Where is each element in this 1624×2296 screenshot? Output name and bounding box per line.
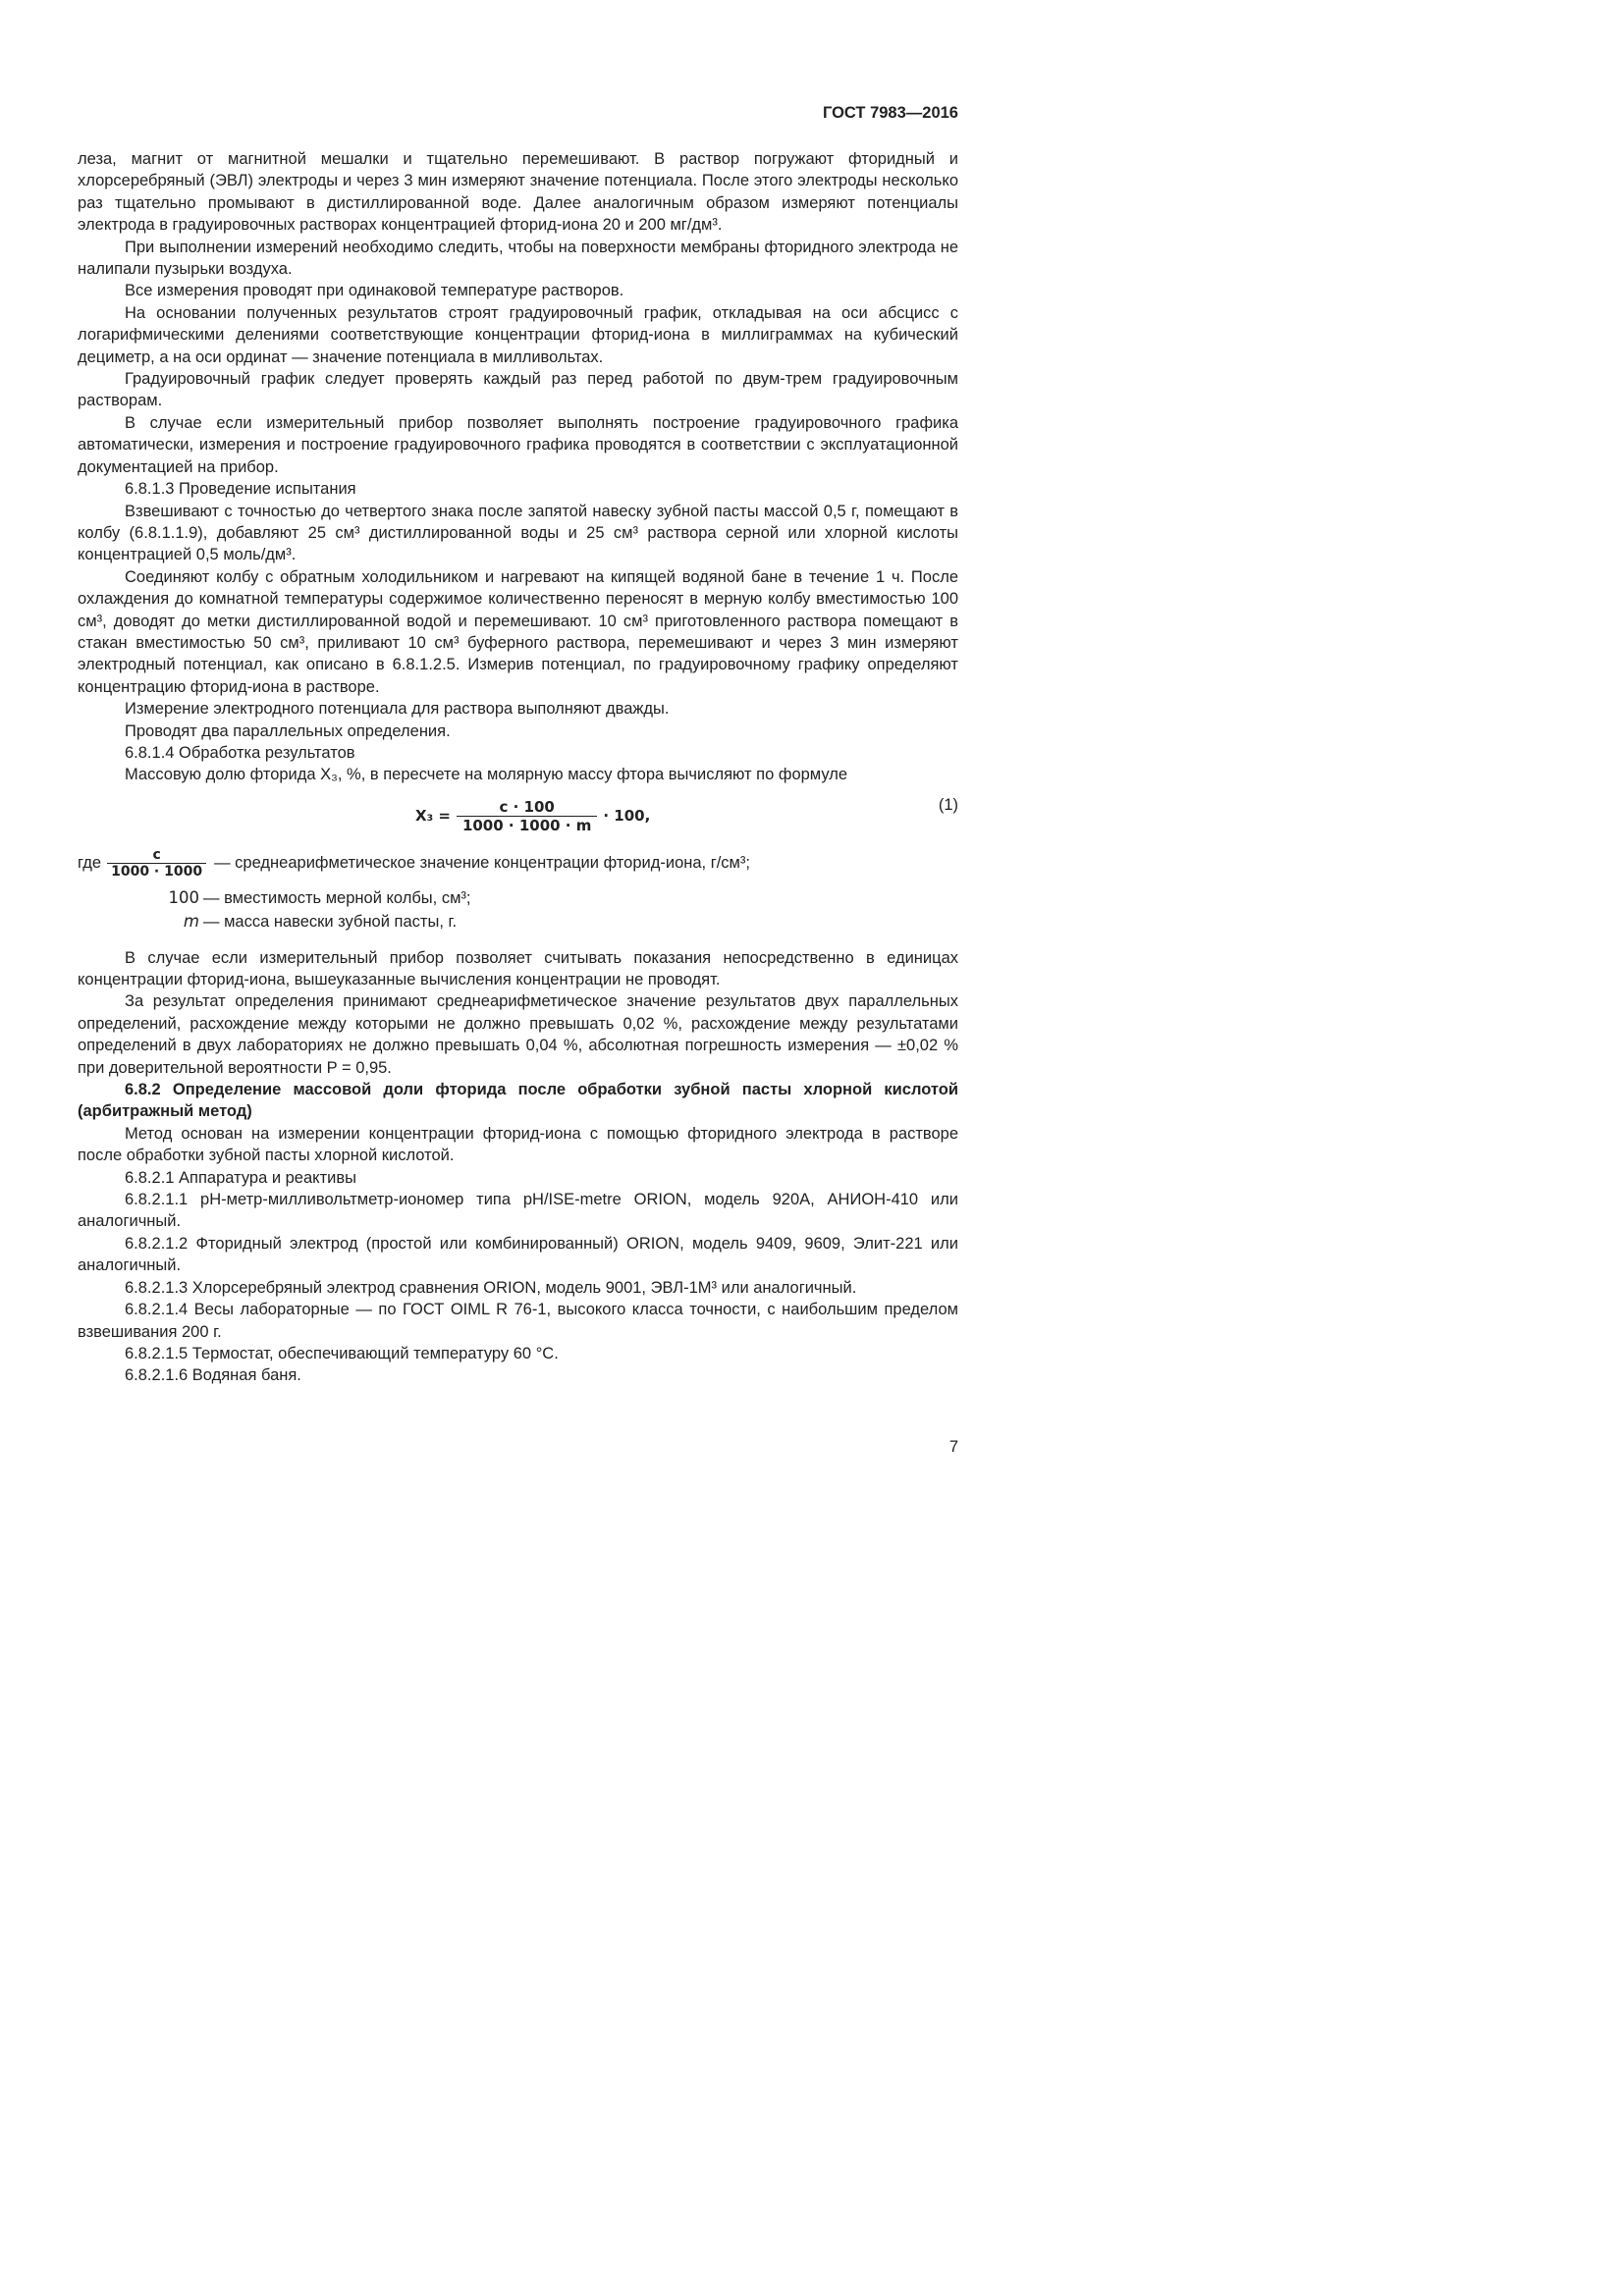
- paragraph: леза, магнит от магнитной мешалки и тщательно перемешивают. В раствор погружают фторидный и хлорсеребряный (ЭВЛ) электроды и через 3 мин измеряют значение потенциала. После этого электроды несколько раз тщательно промывают в дистиллированной воде. Далее аналогичным образом измеряют потенциалы электрода в градуировочных растворах концентрацией фторид-иона 20 и 200 мг/дм³.: [78, 150, 958, 235]
- section-heading-6-8-1-4: 6.8.1.4 Обработка результатов: [125, 743, 355, 762]
- list-item: 6.8.2.1.4 Весы лабораторные — по ГОСТ OIML R 76-1, высокого класса точности, с наибольшим пределом взвешивания 200 г.: [78, 1301, 958, 1341]
- page-body: [78, 148, 958, 1387]
- formula-block: [78, 794, 958, 841]
- paragraph: Массовую долю фторида X₃, %, в пересчете на молярную массу фтора вычисляют по формуле: [125, 766, 848, 784]
- paragraph: Все измерения проводят при одинаковой температуре растворов.: [125, 282, 624, 300]
- paragraph: Соединяют колбу с обратным холодильником и нагревают на кипящей водяной бане в течение 1 ч. После охлаждения до комнатной температуры содержимое количественно переносят в мерную колбу вместимостью 100 см³, доводят до метки дистиллированной водой и перемешивают. 10 см³ приготовленного раствора помещают в стакан вместимостью 50 см³, приливают 10 см³ буферного раствора, перемешивают и через 3 мин измеряют электродный потенциал, как описано в 6.8.1.2.5. Измерив потенциал, по градуировочному графику определяют концентрацию фторид-иона в растворе.: [78, 567, 958, 696]
- formula-lhs: X₃ =: [415, 807, 451, 826]
- where-description: — масса навески зубной пасты, г.: [203, 913, 458, 932]
- list-item: 6.8.2.1.1 pH-метр-милливольтметр-иономер типа pH/ISE-metre ORION, модель 920А, АНИОН-410 или аналогичный.: [78, 1191, 958, 1231]
- equation-number: (1): [938, 795, 958, 814]
- paragraph: Градуировочный график следует проверять каждый раз перед работой по двум-трем градуировочным растворам.: [78, 370, 958, 410]
- paragraph: Метод основан на измерении концентрации фторид-иона с помощью фторидного электрода в растворе после обработки зубной пасты хлорной кислотой.: [78, 1124, 958, 1165]
- list-item: 6.8.2.1.3 Хлорсеребряный электрод сравнения ORION, модель 9001, ЭВЛ-1М³ или аналогичный.: [125, 1278, 857, 1297]
- paragraph: При выполнении измерений необходимо следить, чтобы на поверхности мембраны фторидного электрода не налипали пузырьки воздуха.: [78, 238, 958, 279]
- paragraph: Взвешивают с точностью до четвертого знака после запятой навеску зубной пасты массой 0,5 г, помещают в колбу (6.8.1.1.9), добавляют 25 см³ дистиллированной воды и 25 см³ раствора серной или хлорной кислоты концентрацией 0,5 моль/дм³.: [78, 502, 958, 564]
- where-row: [78, 887, 958, 909]
- where-clause: [78, 847, 958, 934]
- where-word: где: [78, 854, 102, 873]
- formula-denominator: 1000 · 1000 · m: [457, 816, 597, 834]
- formula-numerator: c · 100: [499, 797, 555, 816]
- list-item: 6.8.2.1.2 Фторидный электрод (простой или комбинированный) ORION, модель 9409, 9609, Элит-221 или аналогичный.: [78, 1234, 958, 1275]
- where-description: — среднеарифметическое значение концентрации фторид-иона, г/см³;: [214, 854, 750, 873]
- page-number: 7: [948, 1438, 958, 1456]
- section-heading-6-8-2-1: 6.8.2.1 Аппаратура и реактивы: [125, 1168, 356, 1187]
- where-fraction-denominator: 1000 · 1000: [107, 863, 206, 880]
- formula: [415, 798, 650, 834]
- paragraph: За результат определения принимают среднеарифметическое значение результатов двух параллельных определений, расхождение между которыми не должно превышать 0,02 %, расхождение между результатами определений в двух лабораториях не должно превышать 0,04 %, абсолютная погрешность измерения — ±0,02 % при доверительной вероятности P = 0,95.: [78, 992, 958, 1077]
- where-fraction: [107, 847, 206, 880]
- where-row: [78, 911, 958, 933]
- where-description: — вместимость мерной колбы, см³;: [203, 888, 471, 907]
- list-item: 6.8.2.1.5 Термостат, обеспечивающий температуру 60 °С.: [125, 1344, 559, 1362]
- where-fraction-numerator: c: [152, 846, 161, 863]
- list-item: 6.8.2.1.6 Водяная баня.: [125, 1366, 301, 1385]
- paragraph: Измерение электродного потенциала для раствора выполняют дважды.: [125, 700, 670, 719]
- where-symbol: 100: [168, 887, 199, 907]
- paragraph: Проводят два параллельных определения.: [125, 721, 451, 740]
- formula-tail: · 100,: [603, 807, 651, 826]
- document-code: ГОСТ 7983—2016: [822, 104, 958, 122]
- paragraph: В случае если измерительный прибор позволяет считывать показания непосредственно в единицах концентрации фторид-иона, вышеуказанные вычисления концентрации не проводят.: [78, 948, 958, 988]
- section-heading-6-8-2: 6.8.2 Определение массовой доли фторида после обработки зубной пасты хлорной кислотой (арбитражный метод): [78, 1081, 958, 1121]
- where-symbol: m: [183, 912, 199, 932]
- where-row: [78, 847, 958, 880]
- section-heading-6-8-1-3: 6.8.1.3 Проведение испытания: [125, 480, 356, 499]
- formula-fraction: [457, 798, 597, 834]
- paragraph: На основании полученных результатов строят градуировочный график, откладывая на оси абсцисс с логарифмическими делениями соответствующие концентрации фторид-иона в миллиграммах на кубический дециметр, а на оси ординат — значение потенциала в милливольтах.: [78, 303, 958, 366]
- paragraph: В случае если измерительный прибор позволяет выполнять построение градуировочного графика автоматически, измерения и построение градуировочного графика проводятся в соответствии с эксплуатационной документацией на прибор.: [78, 413, 958, 476]
